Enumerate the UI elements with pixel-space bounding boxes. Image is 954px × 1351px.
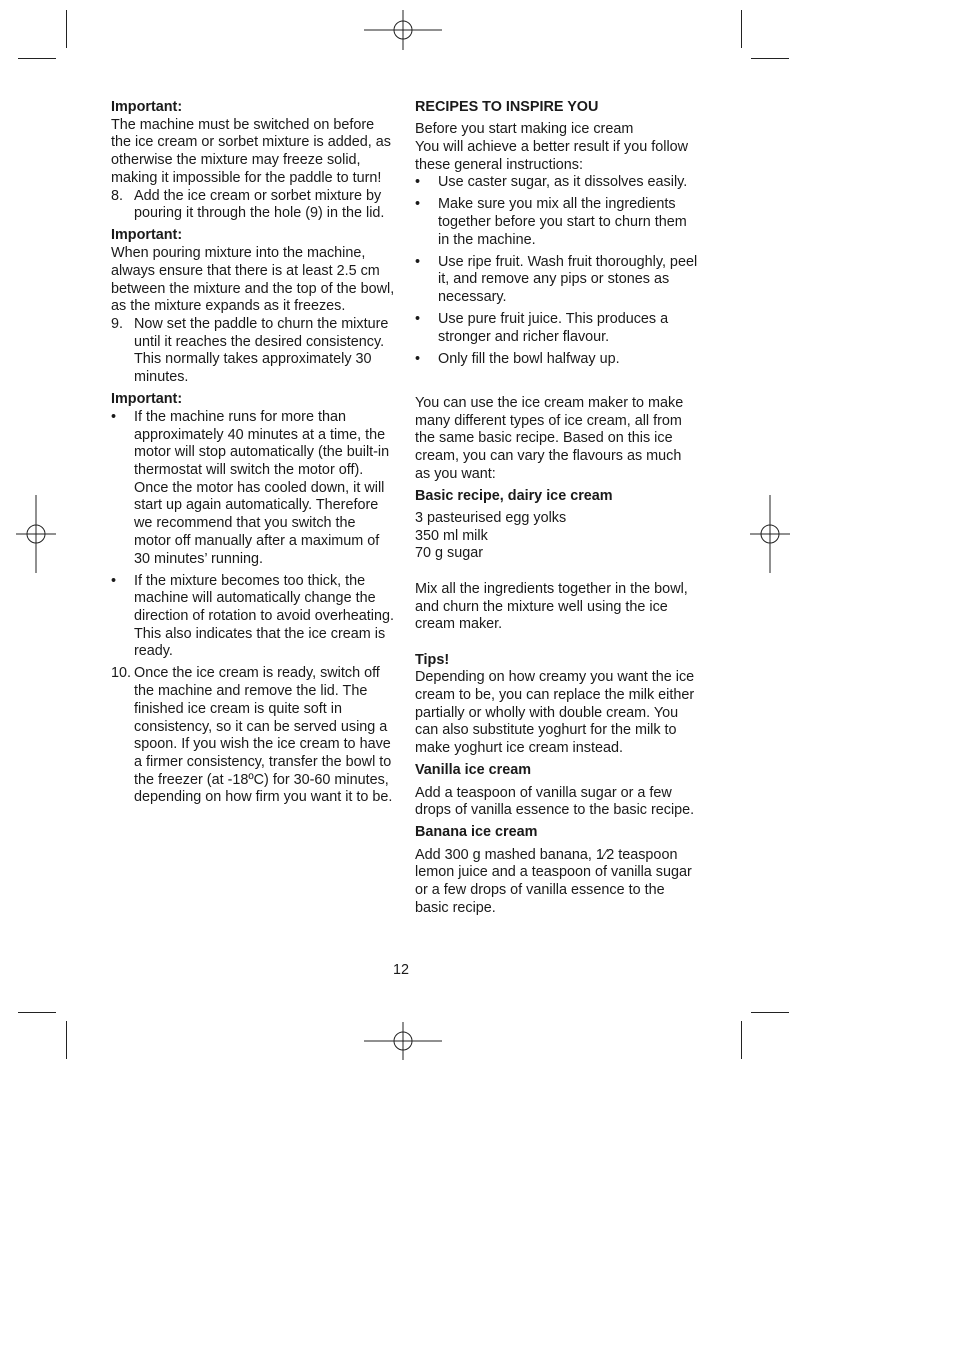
paragraph: Add a teaspoon of vanilla sugar or a few drops of vanilla essence to the basic recipe.: [415, 784, 695, 819]
bullet-item: • Make sure you mix all the ingredients together before you start to churn them in the machine.: [415, 196, 687, 248]
registration-mark-icon: [16, 495, 56, 573]
bullet-item: • Only fill the bowl halfway up.: [415, 350, 620, 367]
paragraph: Depending on how creamy you want the ice cream to be, you can replace the milk either partially or wholly with double cream. You can also substitute yoghurt for the milk to make yoghurt ice cream instead.: [415, 669, 695, 757]
step-9: 9. Now set the paddle to churn the mixture until it reaches the desired consistency. This normally takes approximately 30 minutes.: [111, 315, 389, 386]
bullet-item: • Use ripe fruit. Wash fruit thoroughly, peel it, and remove any pips or stones as necessary.: [415, 253, 698, 306]
paragraph: The machine must be switched on before the ice cream or sorbet mixture is added, as otherwise the mixture may freeze solid, making it impossible for the paddle to turn!: [111, 116, 391, 186]
crop-mark: [741, 10, 742, 48]
paragraph: Add 300 g mashed banana, 1⁄2 teaspoon lemon juice and a teaspoon of vanilla sugar or a few drops of vanilla essence to the basic recipe.: [415, 846, 692, 916]
ingredient: 3 pasteurised egg yolks: [415, 510, 567, 527]
paragraph: When pouring mixture into the machine, always ensure that there is at least 2.5 cm between the mixture and the top of the bowl, as the mixture expands as it freezes.: [111, 245, 395, 315]
crop-mark: [18, 58, 56, 59]
bullet-item: • If the mixture becomes too thick, the machine will automatically change the direction of rotation to avoid overheating. This also indicates that the ice cream is ready.: [111, 572, 394, 660]
important-heading: Important:: [111, 391, 183, 408]
ingredient: 70 g sugar: [415, 545, 484, 562]
important-heading: Important:: [111, 99, 183, 115]
crop-mark: [751, 1012, 789, 1013]
paragraph: You can use the ice cream maker to make many different types of ice cream, all from the same basic recipe. Based on this ice cream, you can vary the flavours as much as you want:: [415, 394, 684, 482]
tips-heading: Tips!: [415, 651, 450, 668]
page-number: 12: [392, 962, 409, 978]
registration-mark-icon: [750, 495, 790, 573]
registration-mark-icon: [364, 1022, 442, 1060]
bullet-item: • If the machine runs for more than approximately 40 minutes at a time, the motor will stop automatically (the built-in thermostat will switch the motor off). Once the motor has cooled down, it will start up again automatically. Therefore we recommend that you switch the motor off manually after a maximum of 30 minutes’ running.: [111, 408, 390, 567]
bullet-item: • Use caster sugar, as it dissolves easily.: [415, 174, 688, 191]
ingredient: 350 ml milk: [415, 527, 488, 544]
crop-mark: [741, 1021, 742, 1059]
recipe-heading: Vanilla ice cream: [415, 762, 532, 779]
crop-mark: [751, 58, 789, 59]
crop-mark: [66, 10, 67, 48]
intro-line: Before you start making ice cream: [415, 121, 634, 138]
crop-mark: [66, 1021, 67, 1059]
section-title: RECIPES TO INSPIRE YOU: [415, 99, 599, 115]
recipe-heading: Basic recipe, dairy ice cream: [415, 487, 613, 504]
crop-mark: [18, 1012, 56, 1013]
important-heading: Important:: [111, 227, 183, 244]
paragraph: Mix all the ingredients together in the bowl, and churn the mixture well using the ice cream maker.: [415, 580, 688, 633]
bullet-item: • Use pure fruit juice. This produces a stronger and richer flavour.: [415, 311, 669, 345]
right-column: [415, 99, 700, 917]
left-column: [111, 99, 396, 807]
step-8: 8. Add the ice cream or sorbet mixture by pouring it through the hole (9) in the lid.: [111, 187, 385, 222]
step-10: 10. Once the ice cream is ready, switch off the machine and remove the lid. The finished ice cream is quite soft in consistency, so it can be served using a spoon. If you wish the ice cream to have a firmer consistency, transfer the bowl to the freezer (at -18ºC) for 30-60 minutes, depending on how firm you want it to be.: [111, 665, 393, 806]
recipe-heading: Banana ice cream: [415, 824, 538, 841]
registration-mark-icon: [364, 10, 442, 50]
intro-paragraph: You will achieve a better result if you follow these general instructions:: [415, 138, 689, 173]
